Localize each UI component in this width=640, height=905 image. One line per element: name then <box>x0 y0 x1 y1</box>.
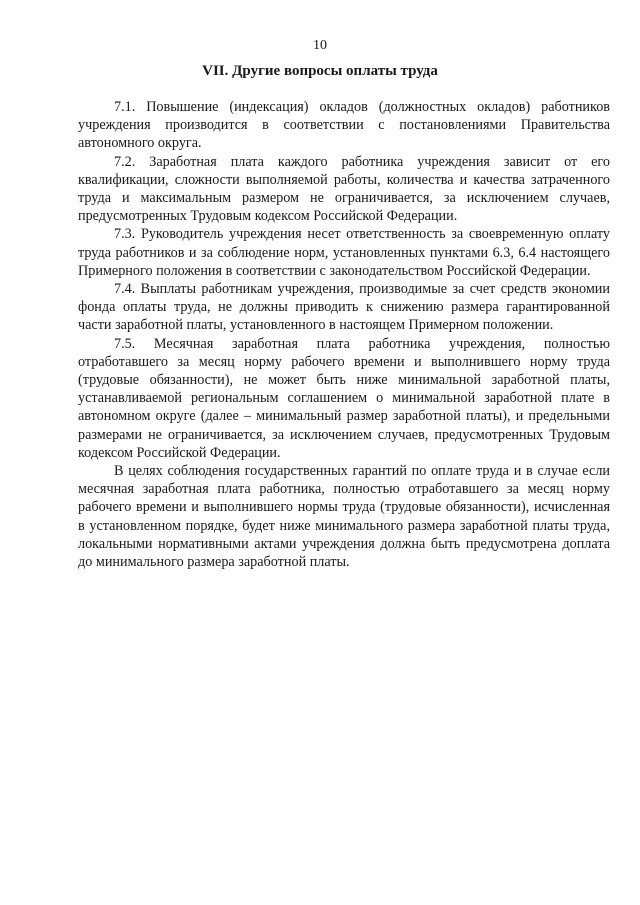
section-title: VII. Другие вопросы оплаты труда <box>202 63 438 79</box>
paragraph-7-3: 7.3. Руководитель учреждения несет ответственность за своевременную оплату труда работников и за соблюдение норм, установленных пунктами 6.3, 6.4 настоящего Примерного положения в соответствии с законодательством Российской Федерации. <box>78 226 610 279</box>
paragraph-guarantees: В целях соблюдения государственных гарантий по оплате труда и в случае если месячная заработная плата работника, полностью отработавшего за месяц норму рабочего времени и выполнившего нормы труда (трудовые обязанности), исчисленная в установленном порядке, будет ниже минимального размера заработной платы труда, локальными нормативными актами учреждения должна быть предусмотрена доплата до минимального размера заработной платы. <box>78 463 610 571</box>
paragraph-7-4: 7.4. Выплаты работникам учреждения, производимые за счет средств экономии фонда оплаты труда, не должны приводить к снижению размера гарантированной части заработной платы, установленного в настоящем Примерном положении. <box>78 281 610 334</box>
section-body <box>78 98 610 571</box>
page-number: 10 <box>313 38 327 53</box>
paragraph-7-1: 7.1. Повышение (индексация) окладов (должностных окладов) работников учреждения производится в соответствии с постановлениями Правительства автономного округа. <box>78 99 610 152</box>
paragraph-7-5: 7.5. Месячная заработная плата работника учреждения, полностью отработавшего за месяц норму рабочего времени и выполнившего норму труда (трудовые обязанности), не может быть ниже минимальной заработной платы, устанавливаемой региональным соглашением о минимальной заработной плате в автономном округе (далее – минимальный размер заработной платы), и предельными размерами не ограничивается, за исключением случаев, предусмотренных Трудовым кодексом Российской Федерации. <box>78 335 610 461</box>
paragraph-7-2: 7.2. Заработная плата каждого работника учреждения зависит от его квалификации, сложности выполняемой работы, количества и качества затраченного труда и максимальным размером не ограничивается, за исключением случаев, предусмотренных Трудовым кодексом Российской Федерации. <box>78 153 610 225</box>
